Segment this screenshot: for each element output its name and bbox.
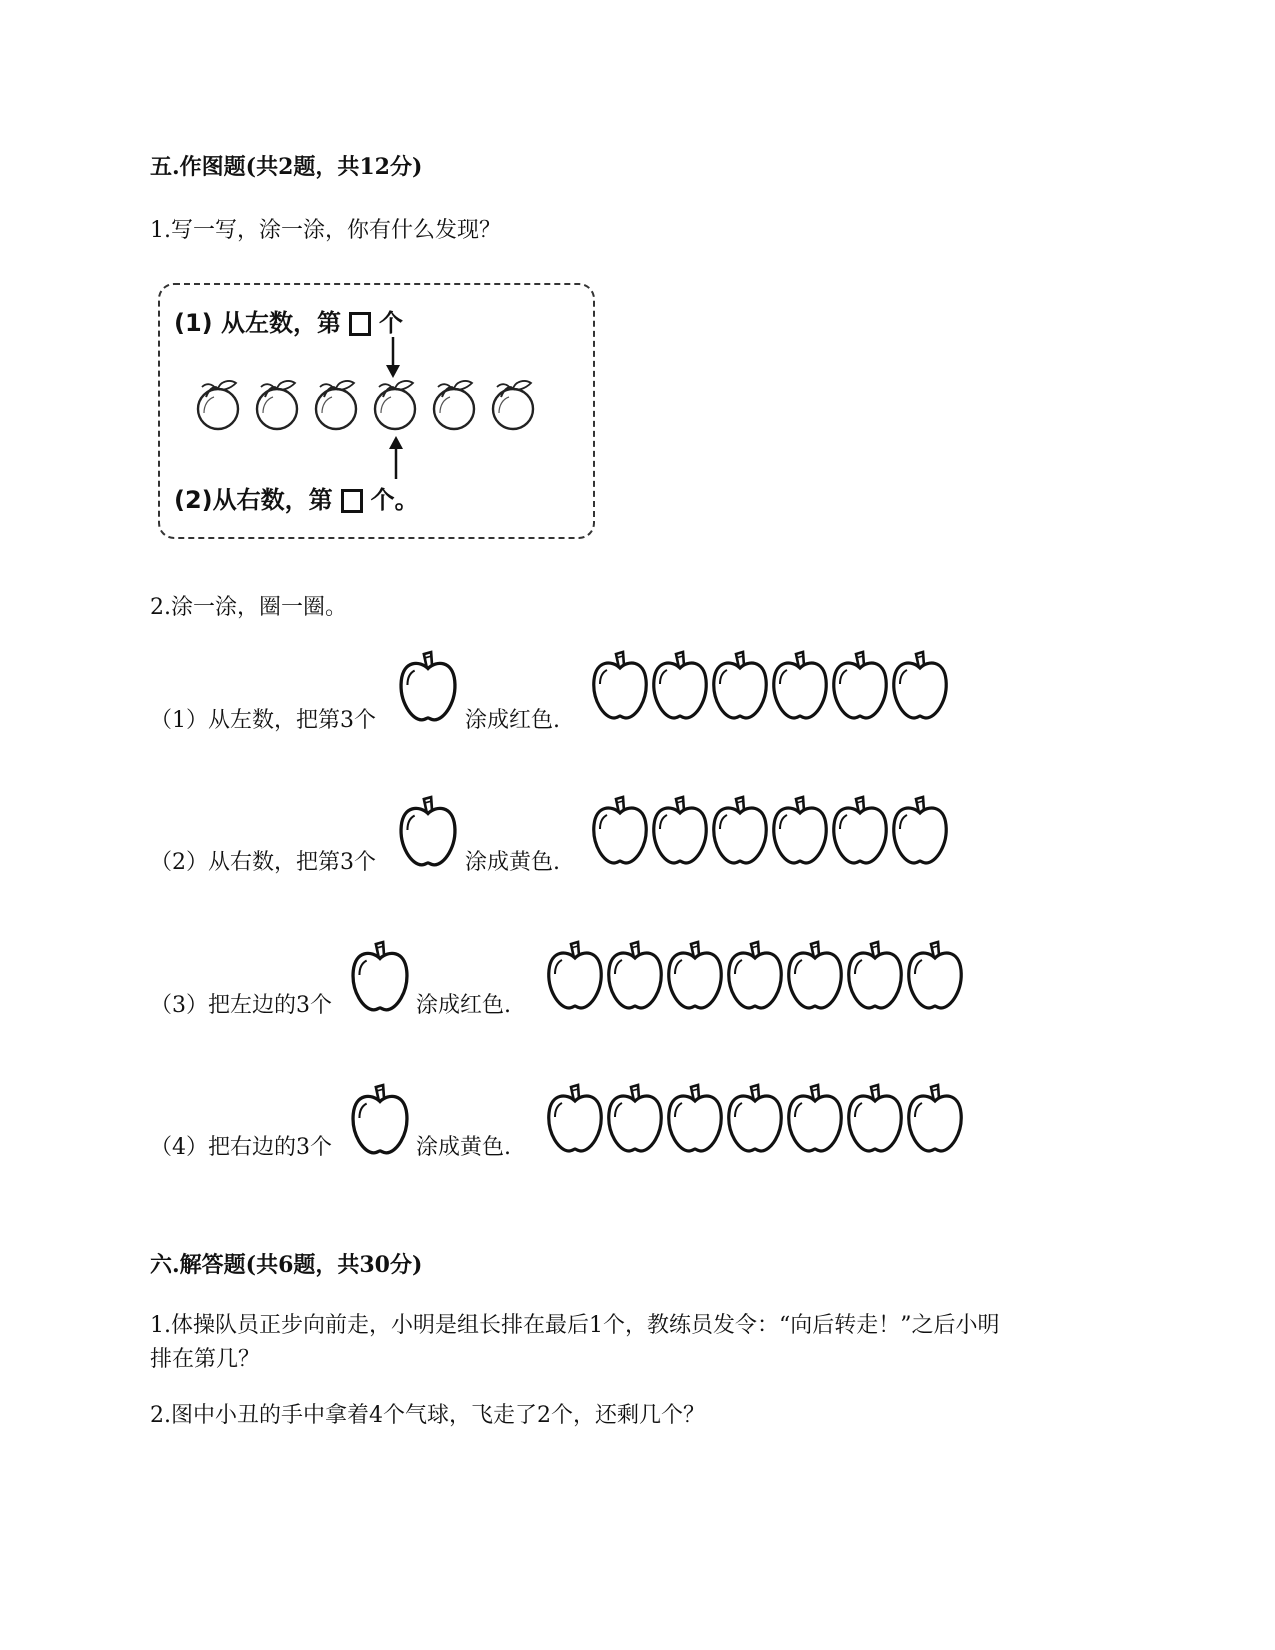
section6-q1-line2: 排在第几？ [150,1347,261,1372]
section5-q2: 2.涂一涂，圈一圈。 [150,595,347,620]
fruit-icon [485,373,542,433]
answer-square-1[interactable] [349,312,371,336]
apple-icon[interactable] [890,795,950,867]
apple-icon[interactable] [725,1083,785,1155]
apple-icon [397,795,459,869]
q2-apple-row-1 [590,650,950,722]
q2-item-3-suffix: 涂成红色. [416,993,511,1018]
apple-icon[interactable] [830,650,890,722]
q2-item-4-suffix: 涂成黄色. [416,1135,511,1160]
q2-item-3-prefix: （3）把左边的3个 [150,993,332,1018]
section6-q1-line1: 1.体操队员正步向前走，小明是组长排在最后1个，教练员发令：“向后转走！”之后小明 [150,1313,1000,1338]
q1-box-line1-b: 个 [379,309,403,337]
q1-box-line1-a: (1) 从左数，第 [174,309,341,337]
apple-icon[interactable] [545,940,605,1012]
section5-title: 五.作图题(共2题，共12分) [150,154,423,180]
apple-icon[interactable] [845,940,905,1012]
q1-box-line2-b: 个。 [370,486,419,514]
apple-icon[interactable] [725,940,785,1012]
apple-icon[interactable] [650,795,710,867]
q2-item-2-prefix: （2）从右数，把第3个 [150,850,376,875]
q1-fruit-row [190,373,542,433]
apple-icon[interactable] [845,1083,905,1155]
q1-box-line1 [174,303,403,338]
fruit-icon [249,373,306,433]
section6-q2: 2.图中小丑的手中拿着4个气球，飞走了2个，还剩几个？ [150,1403,705,1428]
apple-icon[interactable] [545,1083,605,1155]
fruit-icon [367,373,424,433]
section6-title: 六.解答题(共6题，共30分) [150,1252,423,1278]
q1-box-line2 [174,480,419,515]
q2-item-1-prefix: （1）从左数，把第3个 [150,708,376,733]
q1-dashed-box [158,283,595,539]
apple-icon[interactable] [890,650,950,722]
fruit-icon [308,373,365,433]
apple-icon[interactable] [785,940,845,1012]
apple-icon[interactable] [665,940,725,1012]
section5-q1: 1.写一写，涂一涂，你有什么发现？ [150,218,501,243]
apple-icon[interactable] [770,650,830,722]
q2-item-4-prefix: （4）把右边的3个 [150,1135,332,1160]
apple-icon[interactable] [650,650,710,722]
fruit-icon [190,373,247,433]
q2-apple-row-2 [590,795,950,867]
apple-icon[interactable] [770,795,830,867]
q2-apple-row-3 [545,940,965,1012]
fruit-icon [426,373,483,433]
q2-item-2-suffix: 涂成黄色. [465,850,560,875]
apple-icon[interactable] [605,1083,665,1155]
arrow-up-icon [388,435,404,479]
apple-icon [397,650,459,724]
q2-item-1-suffix: 涂成红色. [465,708,560,733]
apple-icon[interactable] [785,1083,845,1155]
apple-icon[interactable] [830,795,890,867]
apple-icon [349,1083,411,1157]
apple-icon[interactable] [710,795,770,867]
q2-apple-row-4 [545,1083,965,1155]
apple-icon [349,940,411,1014]
apple-icon[interactable] [905,940,965,1012]
apple-icon[interactable] [665,1083,725,1155]
apple-icon[interactable] [590,650,650,722]
answer-square-2[interactable] [341,489,363,513]
apple-icon[interactable] [590,795,650,867]
apple-icon[interactable] [905,1083,965,1155]
q1-box-line2-a: (2)从右数，第 [174,486,333,514]
apple-icon[interactable] [605,940,665,1012]
apple-icon[interactable] [710,650,770,722]
